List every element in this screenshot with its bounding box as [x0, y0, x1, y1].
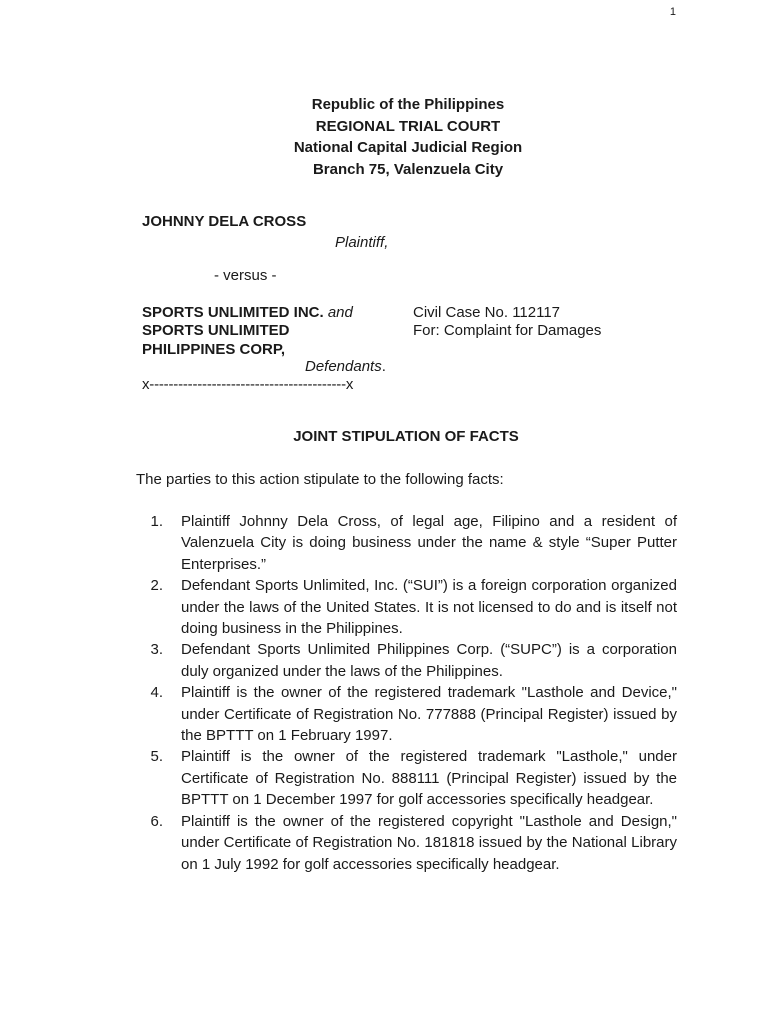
defendant-role-word: Defendants	[305, 358, 382, 375]
page-number: 1	[669, 6, 676, 18]
plaintiff-name: JOHNNY DELA CROSS	[142, 213, 307, 230]
fact-number: 5.	[150, 748, 163, 766]
fact-number: 2.	[150, 577, 163, 595]
defendant-role	[305, 358, 386, 375]
fact-item	[136, 639, 677, 682]
fact-number: 3.	[150, 641, 163, 659]
defendant-and: and	[327, 304, 353, 321]
fact-number: 4.	[150, 684, 163, 702]
fact-text: Plaintiff is the owner of the registered trademark "Lasthole and Device," under Certificate of Registration No. 777888 (Principal Register) issued by the BPTTT on 1 February 1997.	[181, 684, 677, 745]
fact-item	[136, 811, 677, 875]
defendant-line-1	[142, 304, 353, 321]
fact-item	[136, 682, 677, 746]
header-region: National Capital Judicial Region	[293, 139, 523, 156]
fact-number: 6.	[150, 812, 163, 830]
caption-separator: x-----------------------------------------x	[142, 376, 354, 393]
fact-text: Defendant Sports Unlimited, Inc. (“SUI”) is a foreign corporation organized under the laws of the United States. It is not licensed to do and is itself not doing business in the Philippines.	[181, 577, 677, 638]
court-header	[0, 94, 768, 180]
document-title: JOINT STIPULATION OF FACTS	[293, 428, 519, 445]
defendant-line-3: PHILIPPINES CORP,	[142, 341, 286, 358]
defendant-1-name: SPORTS UNLIMITED INC.	[142, 304, 324, 321]
case-number: Civil Case No. 112117	[413, 304, 561, 321]
header-court: REGIONAL TRIAL COURT	[315, 117, 501, 135]
fact-number: 1.	[150, 513, 163, 530]
fact-item	[136, 746, 677, 810]
plaintiff-role: Plaintiff,	[335, 234, 389, 251]
case-nature: For: Complaint for Damages	[413, 322, 602, 339]
fact-text: Plaintiff Johnny Dela Cross, of legal age, Filipino and a resident of Valenzuela City is doing business under the name & style “Super Putter Enterprises.”	[181, 513, 677, 573]
fact-item	[136, 511, 677, 575]
defendant-line-2: SPORTS UNLIMITED	[142, 322, 290, 339]
fact-text: Defendant Sports Unlimited Philippines Corp. (“SUPC”) is a corporation duly organized under the laws of the Philippines.	[181, 641, 677, 680]
versus-label: - versus -	[214, 267, 277, 284]
intro-paragraph: The parties to this action stipulate to the following facts:	[136, 471, 504, 488]
header-republic: Republic of the Philippines	[311, 96, 505, 113]
facts-list	[136, 511, 677, 875]
fact-item	[136, 575, 677, 639]
defendant-role-period: .	[381, 358, 386, 375]
fact-text: Plaintiff is the owner of the registered trademark "Lasthole," under Certificate of Registration No. 888111 (Principal Register) issued by the BPTTT on 1 December 1997 for golf accessories specifically headgear.	[181, 748, 677, 809]
header-branch: Branch 75, Valenzuela City	[312, 160, 504, 178]
fact-text: Plaintiff is the owner of the registered copyright "Lasthole and Design," under Certificate of Registration No. 181818 issued by the National Library on 1 July 1992 for golf accessories specifically headgear.	[181, 812, 677, 873]
